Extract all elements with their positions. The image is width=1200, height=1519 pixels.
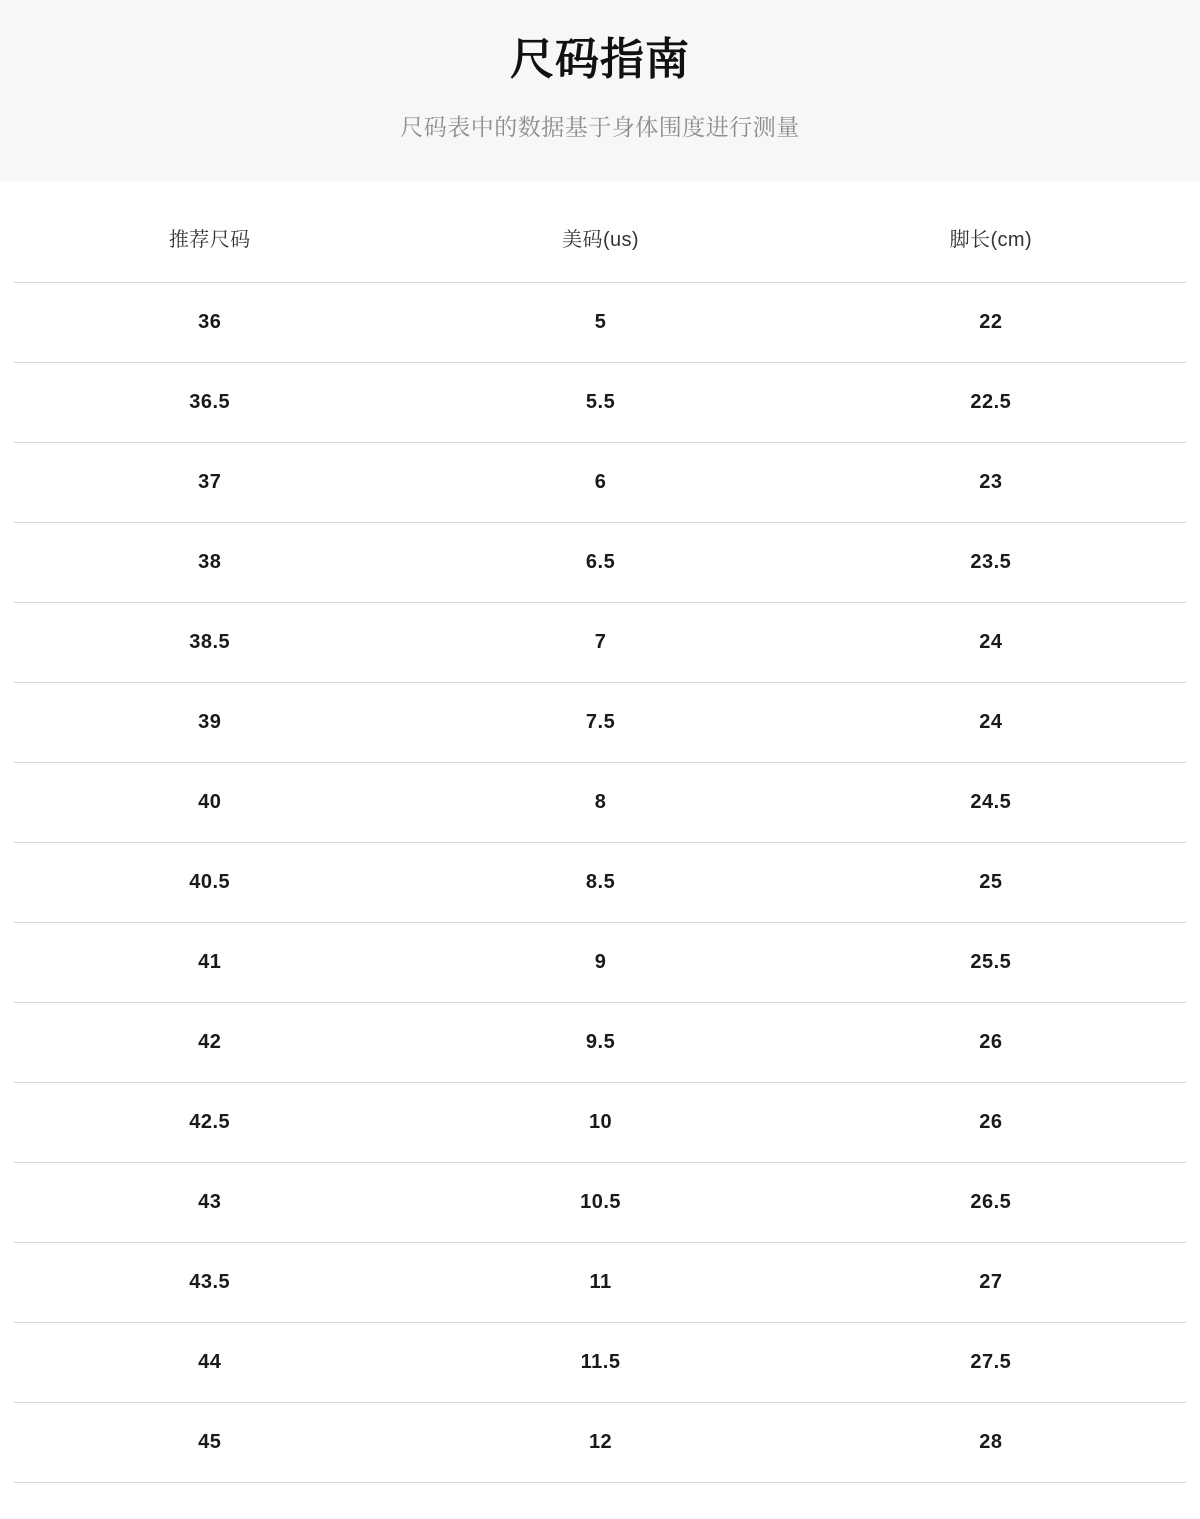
table-row — [14, 362, 1186, 442]
page-header — [0, 0, 1200, 181]
cell-us-size: 9.5 — [405, 1002, 795, 1082]
size-table-container — [0, 181, 1200, 1483]
size-table-body — [14, 282, 1186, 1482]
column-header-recommended-size: 推荐尺码 — [14, 181, 405, 283]
cell-recommended-size: 43.5 — [14, 1242, 405, 1322]
table-row — [14, 1322, 1186, 1402]
cell-us-size: 8.5 — [405, 842, 795, 922]
cell-us-size: 11.5 — [405, 1322, 795, 1402]
table-row — [14, 1002, 1186, 1082]
cell-us-size: 5 — [405, 282, 795, 362]
table-row — [14, 1082, 1186, 1162]
cell-us-size: 8 — [405, 762, 795, 842]
cell-recommended-size: 39 — [14, 682, 405, 762]
table-row — [14, 842, 1186, 922]
table-row — [14, 922, 1186, 1002]
cell-us-size: 5.5 — [405, 362, 795, 442]
cell-foot-length: 24 — [796, 602, 1186, 682]
cell-us-size: 6.5 — [405, 522, 795, 602]
cell-foot-length: 25.5 — [796, 922, 1186, 1002]
cell-recommended-size: 45 — [14, 1402, 405, 1482]
column-header-foot-length: 脚长(cm) — [796, 181, 1186, 283]
cell-foot-length: 27 — [796, 1242, 1186, 1322]
table-row — [14, 1402, 1186, 1482]
size-table-head — [14, 181, 1186, 283]
cell-us-size: 11 — [405, 1242, 795, 1322]
cell-us-size: 7 — [405, 602, 795, 682]
cell-foot-length: 24.5 — [796, 762, 1186, 842]
cell-foot-length: 26 — [796, 1002, 1186, 1082]
page-title: 尺码指南 — [510, 35, 690, 84]
cell-recommended-size: 40 — [14, 762, 405, 842]
cell-foot-length: 22.5 — [796, 362, 1186, 442]
cell-foot-length: 23 — [796, 442, 1186, 522]
cell-foot-length: 27.5 — [796, 1322, 1186, 1402]
table-row — [14, 762, 1186, 842]
column-header-us-size: 美码(us) — [405, 181, 795, 283]
cell-foot-length: 26.5 — [796, 1162, 1186, 1242]
cell-foot-length: 26 — [796, 1082, 1186, 1162]
cell-recommended-size: 36 — [14, 282, 405, 362]
cell-foot-length: 23.5 — [796, 522, 1186, 602]
table-row — [14, 282, 1186, 362]
cell-recommended-size: 41 — [14, 922, 405, 1002]
cell-us-size: 10.5 — [405, 1162, 795, 1242]
cell-us-size: 12 — [405, 1402, 795, 1482]
cell-us-size: 10 — [405, 1082, 795, 1162]
cell-foot-length: 22 — [796, 282, 1186, 362]
cell-recommended-size: 38.5 — [14, 602, 405, 682]
cell-recommended-size: 36.5 — [14, 362, 405, 442]
cell-us-size: 7.5 — [405, 682, 795, 762]
table-header-row — [14, 181, 1186, 283]
table-row — [14, 442, 1186, 522]
cell-foot-length: 24 — [796, 682, 1186, 762]
cell-recommended-size: 43 — [14, 1162, 405, 1242]
table-row — [14, 682, 1186, 762]
cell-recommended-size: 42 — [14, 1002, 405, 1082]
cell-foot-length: 25 — [796, 842, 1186, 922]
table-row — [14, 522, 1186, 602]
table-row — [14, 1162, 1186, 1242]
size-table — [14, 181, 1186, 1483]
cell-recommended-size: 40.5 — [14, 842, 405, 922]
cell-recommended-size: 37 — [14, 442, 405, 522]
table-row — [14, 1242, 1186, 1322]
cell-us-size: 6 — [405, 442, 795, 522]
cell-foot-length: 28 — [796, 1402, 1186, 1482]
cell-recommended-size: 38 — [14, 522, 405, 602]
page-subtitle: 尺码表中的数据基于身体围度进行测量 — [400, 113, 800, 140]
cell-recommended-size: 44 — [14, 1322, 405, 1402]
table-row — [14, 602, 1186, 682]
cell-recommended-size: 42.5 — [14, 1082, 405, 1162]
cell-us-size: 9 — [405, 922, 795, 1002]
